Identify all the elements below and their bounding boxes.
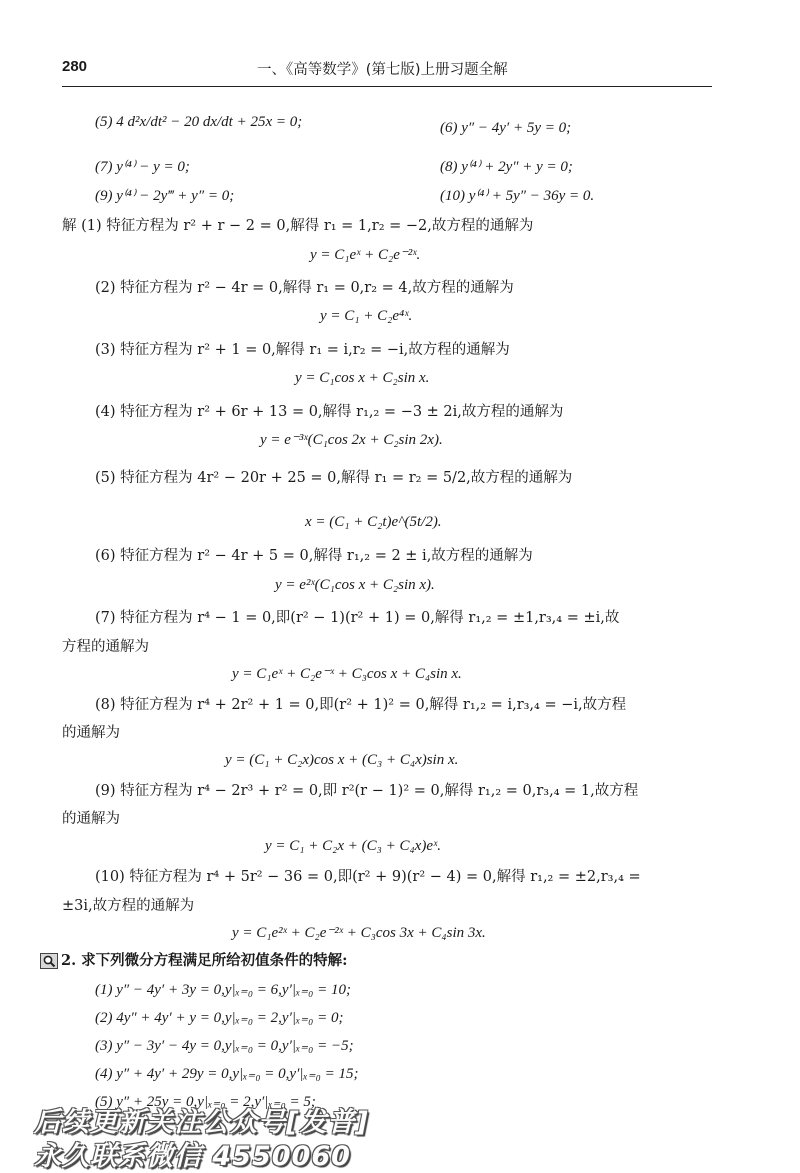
solution-1-text: 解 (1) 特征方程为 r² + r − 2 = 0,解得 r₁ = 1,r₂ = −2,故方程的通解为 — [62, 218, 534, 234]
solution-2-text: (2) 特征方程为 r² − 4r = 0,解得 r₁ = 0,r₂ = 4,故方程的通解为 — [95, 280, 514, 296]
magnifier-icon — [40, 953, 58, 969]
exercise-1-8: (8) y⁽⁴⁾ + 2y″ + y = 0; — [440, 159, 573, 175]
exercise-1-10: (10) y⁽⁴⁾ + 5y″ − 36y = 0. — [440, 188, 595, 204]
solution-8-text: (8) 特征方程为 r⁴ + 2r² + 1 = 0,即(r² + 1)² = 0,解得 r₁,₂ = i,r₃,₄ = −i,故方程 — [95, 697, 627, 713]
exercise-1-9: (9) y⁽⁴⁾ − 2y‴ + y″ = 0; — [95, 188, 235, 204]
solution-10-formula: y = C₁e²ˣ + C₂e⁻²ˣ + C₃cos 3x + C₄sin 3x. — [232, 925, 486, 941]
page-header — [62, 56, 712, 87]
solution-5-text: (5) 特征方程为 4r² − 20r + 25 = 0,解得 r₁ = r₂ = 5/2,故方程的通解为 — [95, 470, 573, 486]
exercise-1-7: (7) y⁽⁴⁾ − y = 0; — [95, 159, 190, 175]
solution-6-text: (6) 特征方程为 r² − 4r + 5 = 0,解得 r₁,₂ = 2 ± i,故方程的通解为 — [95, 548, 533, 564]
watermark-line-2: 永久联系微信 4550060 — [34, 1141, 351, 1172]
exercise-1-6: (6) y″ − 4y′ + 5y = 0; — [440, 120, 572, 136]
solution-10-text-cont: ±3i,故方程的通解为 — [62, 898, 195, 914]
exercise-1-5: (5) 4 d²x/dt² − 20 dx/dt + 25x = 0; — [95, 114, 303, 130]
solution-5-formula: x = (C₁ + C₂t)e^(5t/2). — [305, 514, 442, 530]
solution-4-text: (4) 特征方程为 r² + 6r + 13 = 0,解得 r₁,₂ = −3 ± 2i,故方程的通解为 — [95, 404, 564, 420]
solution-7-text-cont: 方程的通解为 — [62, 639, 149, 655]
exercise-2-2: (2) 4y″ + 4y′ + y = 0,y|ₓ₌₀ = 2,y′|ₓ₌₀ = 0; — [95, 1010, 344, 1026]
solution-9-text: (9) 特征方程为 r⁴ − 2r³ + r² = 0,即 r²(r − 1)² = 0,解得 r₁,₂ = 0,r₃,₄ = 1,故方程 — [95, 783, 639, 799]
solution-8-text-cont: 的通解为 — [62, 725, 120, 741]
watermark-line-1: 后续更新关注公众号[发普] — [34, 1107, 369, 1138]
running-title: 一、《高等数学》(第七版)上册习题全解 — [257, 62, 508, 78]
solution-3-formula: y = C₁cos x + C₂sin x. — [295, 370, 430, 386]
solution-2-formula: y = C₁ + C₂e⁴ˣ. — [320, 308, 413, 324]
solution-9-formula: y = C₁ + C₂x + (C₃ + C₄x)eˣ. — [265, 838, 441, 854]
solution-6-formula: y = e²ˣ(C₁cos x + C₂sin x). — [275, 577, 435, 593]
page-number: 280 — [62, 58, 88, 75]
solution-8-formula: y = (C₁ + C₂x)cos x + (C₃ + C₄x)sin x. — [225, 752, 459, 768]
solution-4-formula: y = e⁻³ˣ(C₁cos 2x + C₂sin 2x). — [260, 432, 443, 448]
exercise-2-3: (3) y″ − 3y′ − 4y = 0,y|ₓ₌₀ = 0,y′|ₓ₌₀ = −5; — [95, 1038, 354, 1054]
solution-10-text: (10) 特征方程为 r⁴ + 5r² − 36 = 0,即(r² + 9)(r² − 4) = 0,解得 r₁,₂ = ±2,r₃,₄ = — [95, 869, 641, 885]
solution-1-formula: y = C₁eˣ + C₂e⁻²ˣ. — [310, 247, 421, 263]
solution-9-text-cont: 的通解为 — [62, 811, 120, 827]
exercise-2-5: (5) y″ + 25y = 0,y|ₓ₌₀ = 2,y′|ₓ₌₀ = 5; — [95, 1094, 316, 1110]
exercise-2-4: (4) y″ + 4y′ + 29y = 0,y|ₓ₌₀ = 0,y′|ₓ₌₀ = 15; — [95, 1066, 359, 1082]
exercise-2-1: (1) y″ − 4y′ + 3y = 0,y|ₓ₌₀ = 6,y′|ₓ₌₀ = 10; — [95, 982, 351, 998]
solution-7-text: (7) 特征方程为 r⁴ − 1 = 0,即(r² − 1)(r² + 1) = 0,解得 r₁,₂ = ±1,r₃,₄ = ±i,故 — [95, 610, 620, 626]
exercise-2-heading: 2. 求下列微分方程满足所给初值条件的特解: — [61, 952, 348, 969]
solution-7-formula: y = C₁eˣ + C₂e⁻ˣ + C₃cos x + C₄sin x. — [232, 666, 462, 682]
solution-3-text: (3) 特征方程为 r² + 1 = 0,解得 r₁ = i,r₂ = −i,故方程的通解为 — [95, 342, 510, 358]
